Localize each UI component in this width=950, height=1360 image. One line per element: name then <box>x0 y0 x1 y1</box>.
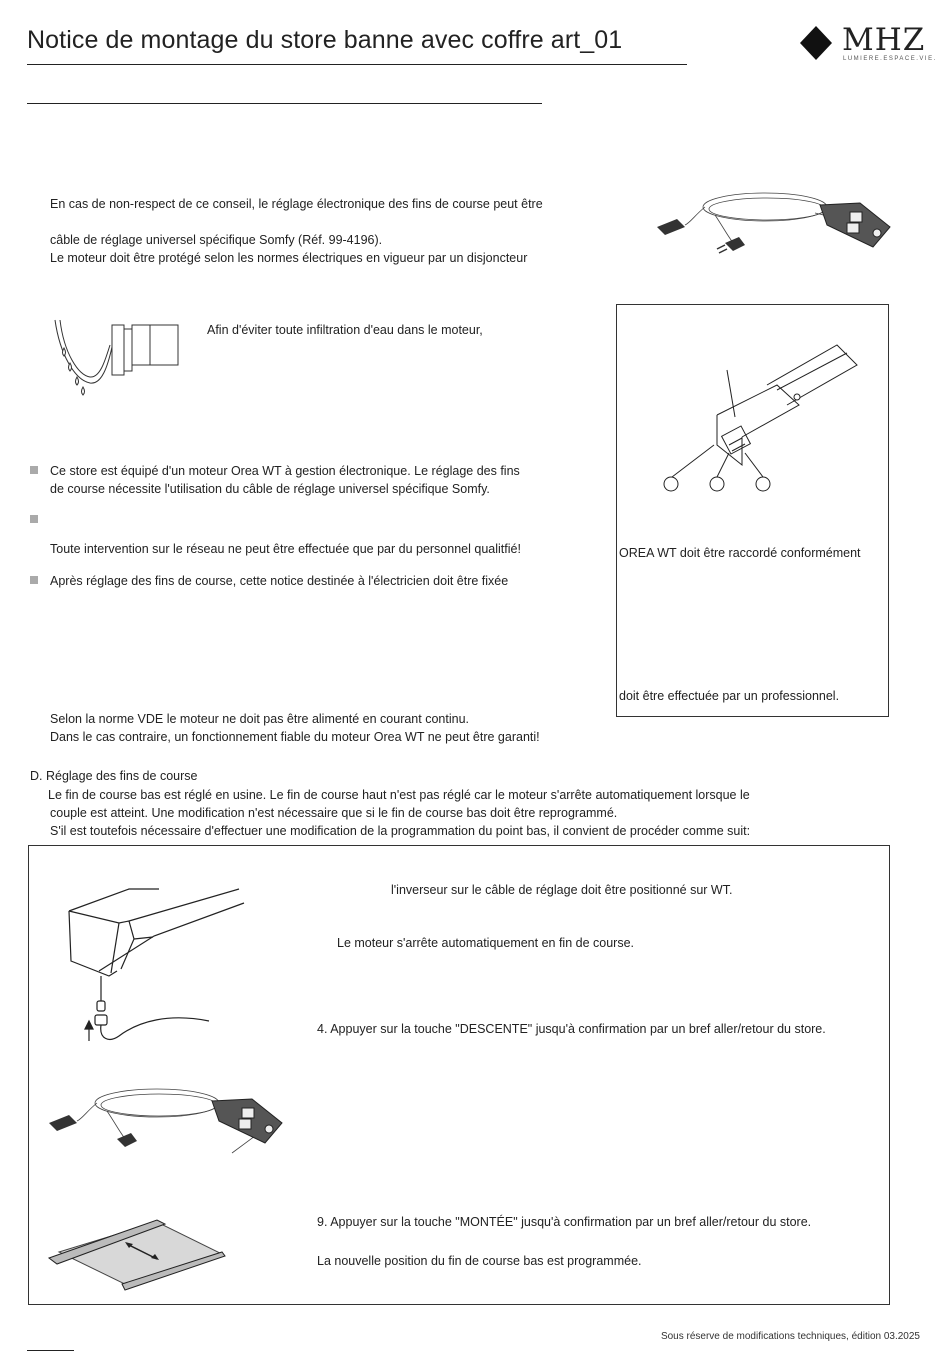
section-d-line-1: Le fin de course bas est réglé en usine. Le fin de course haut n'est pas réglé car le moteur s'arrête automatiquement lorsque le <box>48 788 750 802</box>
drip-loop-illustration <box>50 315 185 400</box>
top-text-line-2: câble de réglage universel spécifique Somfy (Réf. 99-4196). <box>50 233 383 247</box>
water-note: Afin d'éviter toute infiltration d'eau dans le moteur, <box>207 323 483 337</box>
cassette-motor-illustration <box>59 881 249 1061</box>
procedure-box <box>28 845 890 1305</box>
bullet-1-line-1: Ce store est équipé d'un moteur Orea WT à gestion électronique. Le réglage des fins <box>50 464 520 478</box>
vde-line-1: Selon la norme VDE le moteur ne doit pas être alimenté en courant continu. <box>50 712 469 726</box>
bullet-1-line-2: de course nécessite l'utilisation du câble de réglage universel spécifique Somfy. <box>50 482 490 496</box>
logo-wordmark: MHZ <box>842 22 926 58</box>
footer-rule <box>27 1350 74 1351</box>
motor-connector-illustration <box>617 305 889 505</box>
section-d-heading: D. Réglage des fins de course <box>30 769 198 783</box>
title-underline <box>27 64 687 65</box>
connector-info-box <box>616 304 889 717</box>
bullet-marker <box>30 515 38 523</box>
step-9: 9. Appuyer sur la touche "MONTÉE" jusqu'à confirmation par un bref aller/retour du store. <box>317 1215 812 1229</box>
step-inverseur: l'inverseur sur le câble de réglage doit être positionné sur WT. <box>391 883 733 897</box>
setting-cable-illustration <box>47 1081 287 1166</box>
awning-extended-illustration <box>47 1214 227 1294</box>
top-text-line-3: Le moteur doit être protégé selon les normes électriques en vigueur par un disjoncteur <box>50 251 528 265</box>
step-4: 4. Appuyer sur la touche "DESCENTE" jusqu'à confirmation par un bref aller/retour du store. <box>317 1022 826 1036</box>
page-title: Notice de montage du store banne avec coffre art_01 <box>27 26 623 54</box>
step-done: La nouvelle position du fin de course bas est programmée. <box>317 1254 642 1268</box>
vde-line-2: Dans le cas contraire, un fonctionnement fiable du moteur Orea WT ne peut être garanti! <box>50 730 540 744</box>
step-auto-stop: Le moteur s'arrête automatiquement en fin de course. <box>337 936 634 950</box>
logo-diamond-icon <box>798 24 834 62</box>
bullet-marker <box>30 576 38 584</box>
box-line-2: doit être effectuée par un professionnel. <box>619 689 840 703</box>
section-rule <box>27 103 542 104</box>
qualified-note: Toute intervention sur le réseau ne peut être effectuée que par du personnel qualitfié! <box>50 542 521 556</box>
box-line-1: OREA WT doit être raccordé conformément <box>619 546 861 560</box>
bullet-3-line-1: Après réglage des fins de course, cette notice destinée à l'électricien doit être fixée <box>50 574 509 588</box>
logo-tagline: LUMIERE.ESPACE.VIE. <box>843 56 937 62</box>
section-d-line-2: couple est atteint. Une modification n'est nécessaire que si le fin de course bas doit être reprogrammé. <box>50 806 618 820</box>
bullet-marker <box>30 466 38 474</box>
section-d-line-3: S'il est toutefois nécessaire d'effectuer une modification de la programmation du point bas, il convient de procéder comme suit: <box>50 824 751 838</box>
footer-note: Sous réserve de modifications techniques, édition 03.2025 <box>660 1331 920 1342</box>
top-text-line-1: En cas de non-respect de ce conseil, le réglage électronique des fins de course peut être <box>50 197 543 211</box>
setting-cable-illustration <box>655 185 895 270</box>
